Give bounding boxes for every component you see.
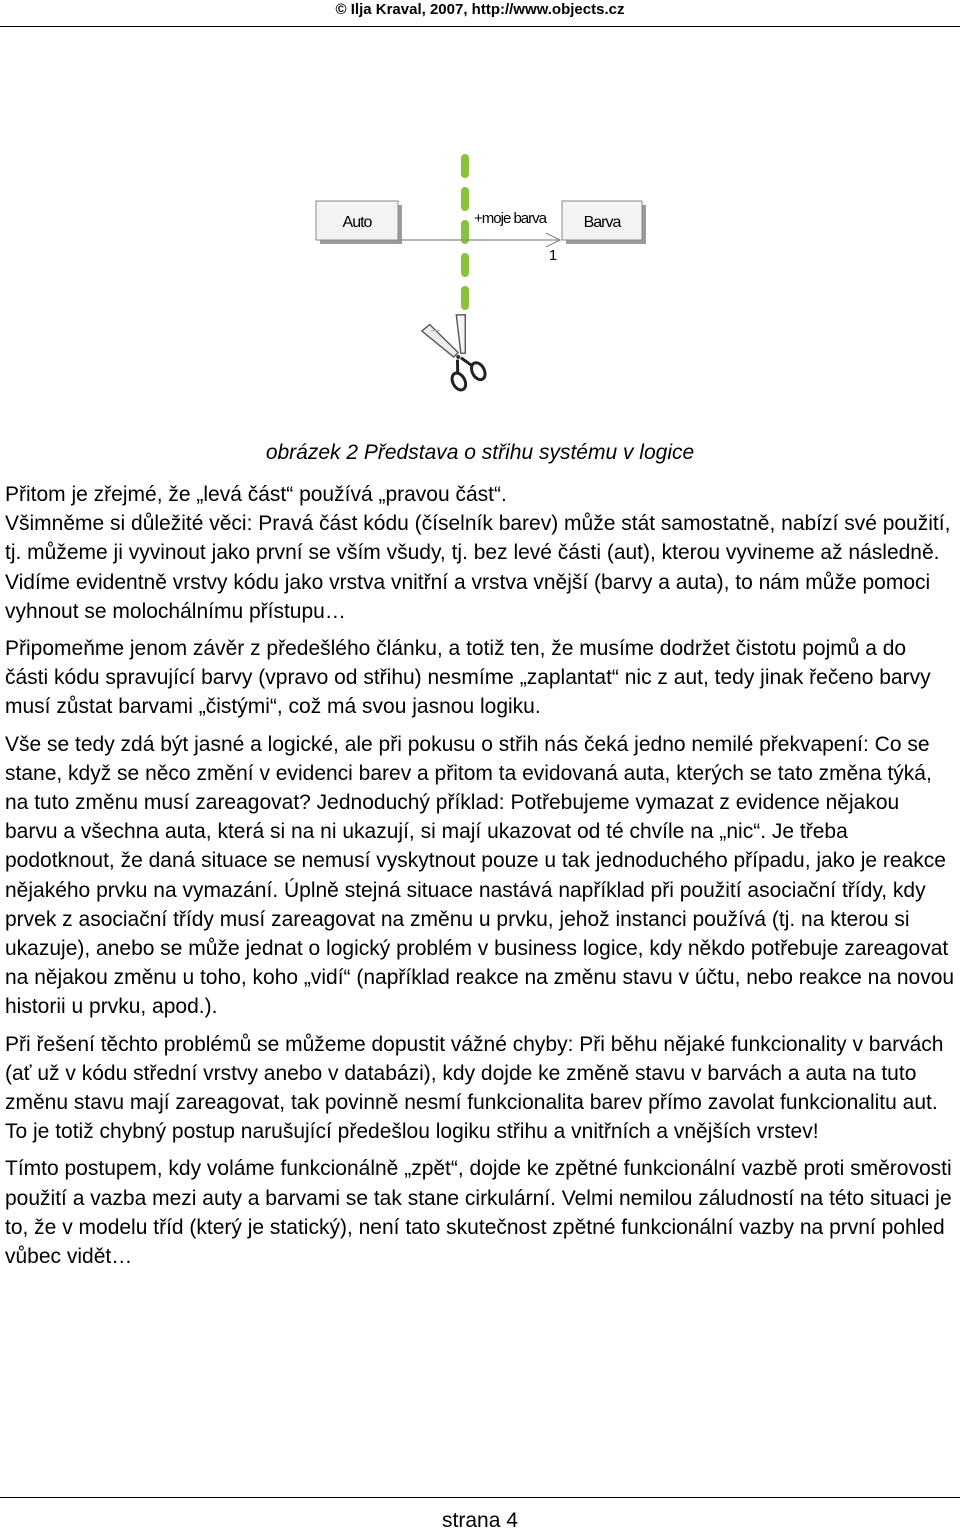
- footer-rule: [0, 1497, 960, 1498]
- class-name-barva: Barva: [583, 214, 621, 231]
- paragraph: Tímto postupem, kdy voláme funkcionálně „zpět“, dojde ke zpětné funkcionální vazbě proti směrovosti použití a vazba mezi auty a barvami se tak stane cirkulární. Velmi nemilou záludností na této situaci je to, že v modelu tříd (který je statický), není tato skutečnost zpětné funkcionální vazby na první pohled vůbec vidět…: [5, 1157, 952, 1269]
- association-multiplicity: 1: [548, 247, 558, 264]
- class-diagram: [0, 150, 960, 410]
- class-name-auto: Auto: [342, 214, 372, 231]
- page-header: [0, 0, 960, 26]
- header-rule: [0, 26, 960, 27]
- class-box-auto: [316, 201, 402, 244]
- header-copyright-text: © Ilja Kraval, 2007, http://www.objects.cz: [335, 1, 625, 18]
- paragraph: Všimněme si důležité věci: Pravá část kódu (číselník barev) může stát samostatně, nabízí své použití, tj. můžeme ji vyvinout jako první se vším všudy, tj. bez levé části (aut), kterou vyvineme až následně. Vidíme evidentně vrstvy kódu jako vrstva vnitřní a vrstva vnější (barvy a auta), to nám může pomoci vyhnout se molochálnímu přístupu…: [5, 512, 951, 623]
- scissors-icon: [421, 308, 496, 394]
- paragraph: Připomeňme jenom závěr z předešlého článku, a totiž ten, že musíme dodržet čistotu pojmů a do části kódu spravující barvy (vpravo od střihu) nesmíme „zaplantat“ nic z aut, tedy jinak řečeno barvy musí zůstat barvami „čistými“, což má svou jasnou logiku.: [5, 637, 931, 719]
- article-body: [5, 480, 955, 1279]
- paragraph: Vše se tedy zdá být jasné a logické, ale při pokusu o střih nás čeká jedno nemilé překvapení: Co se stane, když se něco změní v evidenci barev a přitom ta evidovaná auta, kterých se tato změna týká, na tuto změnu musí zareagovat? Jednoduchý příklad: Potřebujeme vymazat z evidence nějakou barvu a všechna auta, která si na ni ukazují, si mají ukazovat od té chvíle na „nic“. Je třeba podotknout, že daná situace se nemusí vyskytnout pouze u tak jednoduchého případu, jako je reakce nějakého prvku na vymazání. Úplně stejná situace nastává například při použití asociační třídy, kdy prvek z asociační třídy musí zareagovat na změnu u prvku, jehož instanci používá (tj. na kterou si ukazuje), anebo se může jednat o logický problém v business logice, kdy někdo potřebuje zareagovat na nějakou změnu u toho, koho „vidí“ (například reakce na změnu stavu v účtu, nebo reakce na novou historii u prvku, apod.).: [5, 732, 955, 1019]
- paragraph: Při řešení těchto problémů se můžeme dopustit vážné chyby: Při běhu nějaké funkcionality v barvách (ať už v kódu střední vrstvy anebo v databázi), kdy dojde ke změně stavu v barvách a auta na tuto změnu stavu mají zareagovat, tak povinně nesmí funkcionalita barev přímo zavolat funkcionalitu aut. To je totiž chybný postup narušující předešlou logiku střihu a vnitřních a vnějších vrstev!: [5, 1032, 944, 1144]
- class-diagram-svg: [0, 150, 960, 410]
- paragraph: Přitom je zřejmé, že „levá část“ používá „pravou část“.: [5, 483, 507, 506]
- class-box-barva: [562, 201, 646, 244]
- association-role-label: +moje barva: [474, 210, 546, 227]
- page-footer: [0, 1506, 960, 1536]
- page-number: strana 4: [442, 1509, 518, 1532]
- figure-caption: obrázek 2 Představa o střihu systému v logice: [265, 441, 695, 464]
